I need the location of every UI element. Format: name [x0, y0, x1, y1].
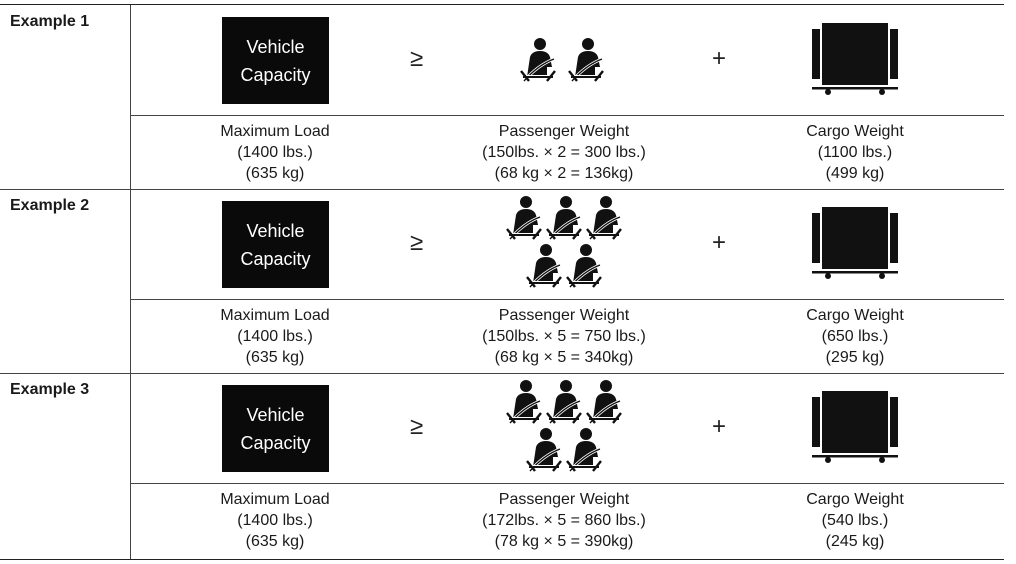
greater-equal-symbol: ≥ [410, 229, 424, 256]
example-label: Example 1 [10, 13, 90, 30]
seatbelt-passenger-icon [504, 195, 544, 241]
cargo-weight-caption [780, 121, 930, 184]
cargo-weight-caption [780, 305, 930, 368]
capacity-line2: Capacity [240, 432, 311, 453]
vehicle-capacity-box [222, 201, 329, 288]
passenger-weight-kg: (78 kg × 5 = 390kg) [494, 533, 634, 550]
example-label: Example 3 [10, 381, 90, 398]
row-divider [130, 299, 1004, 300]
example-label-cell [0, 189, 131, 373]
cargo-weight-lbs: (1100 lbs.) [817, 144, 893, 161]
seatbelt-passenger-icon [504, 379, 544, 425]
cargo-weight-title: Cargo Weight [806, 491, 904, 508]
cargo-weight-title: Cargo Weight [806, 307, 904, 324]
example-label: Example 2 [10, 197, 90, 214]
max-load-lbs: (1400 lbs.) [237, 512, 313, 529]
passenger-weight-caption [450, 121, 678, 184]
seatbelt-passenger-icon [584, 195, 624, 241]
capacity-line2: Capacity [240, 64, 311, 85]
passenger-weight-lbs: (150lbs. × 5 = 750 lbs.) [482, 328, 646, 345]
seatbelt-passenger-icon [524, 427, 564, 473]
plus-symbol: + [712, 229, 727, 256]
example-label-cell [0, 5, 131, 189]
cargo-weight-caption [780, 489, 930, 552]
capacity-line1: Vehicle [246, 220, 305, 241]
cargo-box-icon [810, 19, 900, 99]
greater-equal-symbol: ≥ [410, 45, 424, 72]
passenger-weight-kg: (68 kg × 2 = 136kg) [494, 165, 634, 182]
capacity-line2: Capacity [240, 248, 311, 269]
row-divider [130, 483, 1004, 484]
seatbelt-passenger-icon [584, 379, 624, 425]
passenger-weight-lbs: (150lbs. × 2 = 300 lbs.) [482, 144, 646, 161]
passenger-weight-title: Passenger Weight [498, 491, 630, 508]
seatbelt-passenger-icon [544, 379, 584, 425]
seatbelt-passenger-icon [544, 195, 584, 241]
maximum-load-caption [200, 305, 350, 368]
example-row [0, 373, 1004, 559]
passenger-weight-caption [450, 489, 678, 552]
max-load-title: Maximum Load [220, 123, 330, 140]
cargo-box-icon [810, 203, 900, 283]
cargo-weight-kg: (499 kg) [825, 165, 885, 182]
passenger-weight-title: Passenger Weight [498, 307, 630, 324]
seatbelt-passenger-icon [566, 37, 606, 83]
passenger-weight-lbs: (172lbs. × 5 = 860 lbs.) [482, 512, 646, 529]
max-load-lbs: (1400 lbs.) [237, 328, 313, 345]
cargo-weight-kg: (245 kg) [825, 533, 885, 550]
greater-equal-symbol: ≥ [410, 413, 424, 440]
row-divider [130, 115, 1004, 116]
cargo-box-icon [810, 387, 900, 467]
example-label-cell [0, 373, 131, 559]
seatbelt-passenger-icon [564, 427, 604, 473]
cargo-weight-title: Cargo Weight [806, 123, 904, 140]
max-load-kg: (635 kg) [245, 349, 305, 366]
example-row [0, 5, 1004, 190]
maximum-load-caption [200, 489, 350, 552]
max-load-kg: (635 kg) [245, 533, 305, 550]
seatbelt-passenger-icon [564, 243, 604, 289]
max-load-title: Maximum Load [220, 491, 330, 508]
seatbelt-passenger-icon [518, 37, 558, 83]
plus-symbol: + [712, 413, 727, 440]
cargo-weight-lbs: (650 lbs.) [821, 328, 889, 345]
passenger-weight-caption [450, 305, 678, 368]
max-load-kg: (635 kg) [245, 165, 305, 182]
plus-symbol: + [712, 45, 727, 72]
capacity-line1: Vehicle [246, 36, 305, 57]
passenger-weight-kg: (68 kg × 5 = 340kg) [494, 349, 634, 366]
passenger-weight-title: Passenger Weight [498, 123, 630, 140]
cargo-weight-lbs: (540 lbs.) [821, 512, 889, 529]
example-row [0, 189, 1004, 374]
max-load-title: Maximum Load [220, 307, 330, 324]
seatbelt-passenger-icon [524, 243, 564, 289]
maximum-load-caption [200, 121, 350, 184]
cargo-weight-kg: (295 kg) [825, 349, 885, 366]
load-capacity-table [0, 4, 1004, 560]
capacity-line1: Vehicle [246, 404, 305, 425]
max-load-lbs: (1400 lbs.) [237, 144, 313, 161]
vehicle-capacity-box [222, 17, 329, 104]
vehicle-capacity-box [222, 385, 329, 472]
